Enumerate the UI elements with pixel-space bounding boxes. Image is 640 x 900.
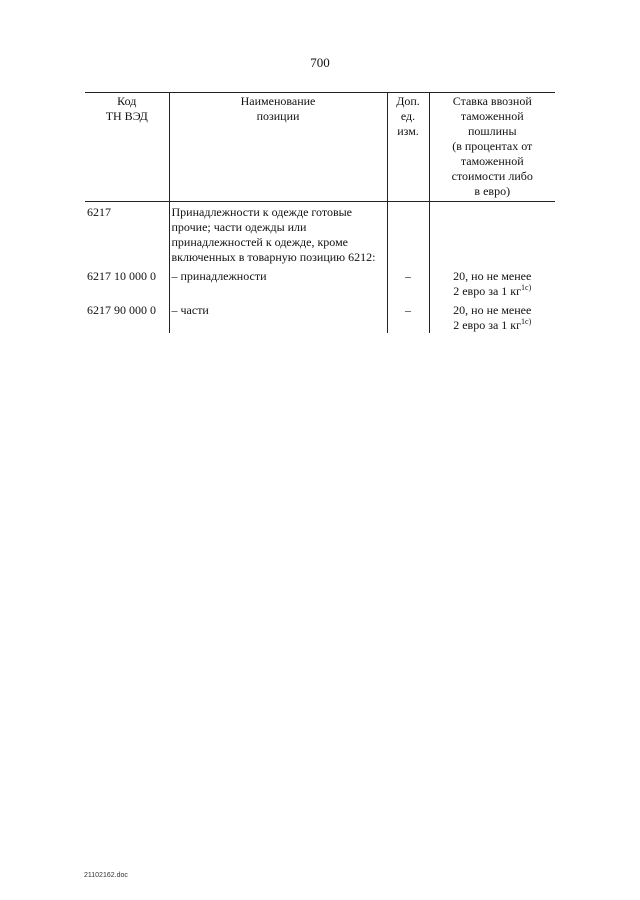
row-unit (387, 202, 429, 266)
row-unit: – (387, 265, 429, 299)
rate-line-2-text: 2 евро за 1 кг (453, 284, 522, 298)
table-row (85, 265, 555, 299)
header-rate (429, 93, 555, 202)
header-rate-label: Ставка ввозной таможенной пошлины (в процентах от таможенной стоимости либо в евро) (451, 94, 533, 198)
header-unit (387, 93, 429, 202)
table-row (85, 202, 555, 266)
row-rate (429, 265, 555, 299)
header-name-label: Наименование позиции (240, 94, 316, 123)
table-row (85, 299, 555, 333)
rate-line-2 (432, 284, 554, 299)
row-rate (429, 202, 555, 266)
header-name (169, 93, 387, 202)
header-code-label: Код ТН ВЭД (105, 94, 148, 123)
row-code: 6217 (87, 205, 111, 219)
rate-line-2 (432, 318, 554, 333)
rate-line-1: 20, но не менее (453, 269, 532, 283)
header-unit-label: Доп. ед. изм. (396, 94, 420, 138)
row-unit: – (387, 299, 429, 333)
page-number: 700 (310, 55, 330, 70)
tariff-table (85, 92, 555, 333)
rate-line-2-text: 2 евро за 1 кг (453, 318, 522, 332)
header-code (85, 93, 169, 202)
rate-line-1: 20, но не менее (453, 303, 532, 317)
row-rate (429, 299, 555, 333)
rate-footnote-mark: 1с) (521, 317, 532, 326)
row-name: – принадлежности (169, 265, 387, 299)
row-name: Принадлежности к одежде готовые прочие; части одежды или принадлежностей к одежде, кроме включенных в товарную позицию 6212: (169, 202, 387, 266)
table-header-row (85, 93, 555, 202)
row-name: – части (169, 299, 387, 333)
row-code: 6217 10 000 0 (87, 269, 156, 283)
footer-filename: 21102162.doc (84, 872, 128, 879)
rate-footnote-mark: 1с) (521, 283, 532, 292)
row-code: 6217 90 000 0 (87, 303, 156, 317)
